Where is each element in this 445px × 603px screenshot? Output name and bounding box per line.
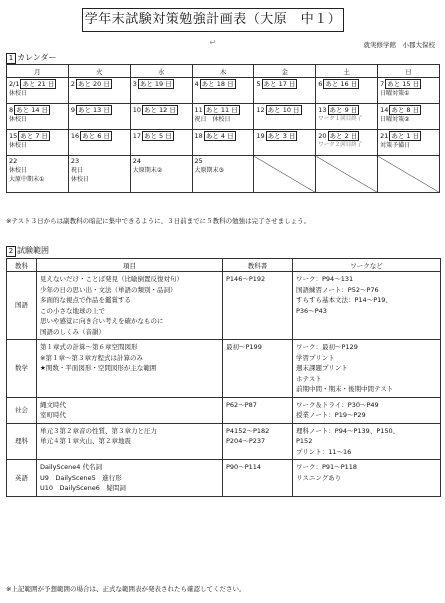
- section-label: カレンダー: [17, 53, 57, 62]
- cell-line: 多面的な視点で作品を鑑賞する: [40, 296, 131, 304]
- cell-line: リスニングあり: [296, 473, 342, 482]
- day-number: 5: [256, 80, 261, 88]
- author-label: 就実修学館 小郡大保校: [363, 41, 435, 49]
- calendar-day-cell: [254, 104, 316, 130]
- section-number: 1: [6, 53, 16, 64]
- days-left-box: あと 6 日: [82, 132, 110, 140]
- cell-line: ワーク：P91～P118: [296, 463, 358, 471]
- days-left-box: あと 1 日: [391, 132, 420, 140]
- topics-cell: [37, 272, 223, 340]
- section-range-heading: [6, 245, 49, 257]
- column-header: ワークなど: [293, 259, 441, 272]
- column-header: 項目: [37, 259, 223, 272]
- days-left-box: あと 8 日: [391, 106, 420, 114]
- days-left-box: あと 3 日: [267, 132, 296, 140]
- work-cell: [293, 272, 441, 340]
- section-calendar-heading: [6, 52, 56, 64]
- day-note: 大原中期末①: [9, 176, 45, 183]
- cell-line: U10 DailyScene6 疑問詞: [40, 484, 126, 492]
- day-number: 8: [9, 106, 14, 114]
- cell-line: P4152～P182: [226, 426, 270, 435]
- calendar-note: ※テスト３日からは副教科の暗記に集中できるように、３日前までに５教科の勉強は完了させましょう。: [6, 217, 311, 225]
- calendar-day-cell: [68, 130, 130, 156]
- cell-line: ワーク：最初～P129: [296, 343, 358, 351]
- calendar-day-cell: [378, 78, 440, 104]
- days-left-box: あと 20 日: [77, 80, 110, 88]
- day-number: 18: [194, 132, 203, 140]
- day-note: 祝日 休校日: [194, 116, 231, 123]
- calendar-day-cell: [316, 130, 378, 156]
- days-left-box: あと 12 日: [143, 106, 176, 114]
- cell-line: P146～P192: [226, 275, 266, 283]
- calendar-week: [7, 78, 440, 104]
- day-number: 21: [380, 132, 389, 140]
- day-number: 20: [318, 132, 327, 140]
- day-number: 2: [70, 80, 75, 88]
- cell-line: ★関数・平面図形・空間図形が主な範囲: [40, 364, 157, 372]
- cell-line: ホテスト: [296, 374, 322, 383]
- table-row: [7, 460, 441, 497]
- work-cell: [293, 423, 441, 460]
- days-left-box: あと 19 日: [139, 80, 172, 88]
- calendar-day-cell: [7, 130, 69, 156]
- subject-cell: 社会: [7, 397, 37, 423]
- calendar-day-cell: [192, 104, 254, 130]
- footnote: ※上記範囲が予想範囲の場合は、正式な範囲表が発表されたら確認してください。: [6, 585, 246, 593]
- day-number: 19: [256, 132, 265, 140]
- calendar-week: [7, 130, 440, 156]
- calendar-day-cell: [68, 78, 130, 104]
- calendar-day-cell: [378, 130, 440, 156]
- day-number: 2/1: [9, 80, 20, 88]
- cell-line: すらすら基本文法：P14～P19、: [296, 296, 392, 304]
- calendar-day-cell: [192, 78, 254, 104]
- days-left-box: あと 11 日: [205, 106, 238, 114]
- days-left-box: あと 21 日: [22, 80, 55, 88]
- textbook-cell: [223, 340, 293, 398]
- calendar-day-cell: [130, 78, 192, 104]
- day-note: 日曜対策①: [380, 90, 410, 97]
- weekday-header: 火: [68, 65, 130, 78]
- cell-line: 学習プリント: [296, 353, 335, 362]
- cell-line: ※第１章～第３章方程式は計算のみ: [40, 353, 143, 362]
- day-note: 休校日: [9, 142, 28, 149]
- calendar-day-cell: [7, 156, 69, 193]
- weekday-header: 金: [254, 65, 316, 78]
- day-number: 17: [132, 132, 141, 140]
- cell-line: 授業ノート：P19～P29: [296, 411, 366, 419]
- calendar-day-cell: [378, 156, 440, 193]
- section-label: 試験範囲: [17, 246, 49, 255]
- calendar-day-cell: [68, 104, 130, 130]
- day-number: 16: [70, 132, 80, 140]
- section-number: 2: [6, 246, 16, 257]
- days-left-box: あと 4 日: [205, 132, 234, 140]
- days-left-box: あと 7 日: [20, 132, 49, 140]
- work-cell: [293, 460, 441, 497]
- calendar-day-cell: [7, 78, 69, 104]
- day-number: 10: [132, 106, 141, 114]
- cell-line: P204～P237: [226, 437, 266, 445]
- weekday-header: 木: [192, 65, 254, 78]
- column-header: 教科: [7, 259, 37, 272]
- topics-cell: [37, 423, 223, 460]
- cell-line: 最初～P199: [226, 343, 262, 351]
- calendar-day-cell: [68, 156, 130, 193]
- cell-line: 前期中間・期末・後期中間テスト: [296, 385, 394, 393]
- cell-line: 第１章式の計算～第６章空間図形: [40, 343, 138, 351]
- day-number: 14: [380, 106, 389, 114]
- table-row: [7, 272, 441, 340]
- cell-line: 思いや感覚に向き合い考えを確かなものに: [40, 317, 164, 325]
- cell-line: U9 DailyScene5 進行形: [40, 473, 122, 482]
- day-note: 祝日: [70, 167, 83, 174]
- day-number: 6: [318, 80, 323, 88]
- days-left-box: あと 14 日: [16, 106, 49, 114]
- calendar-day-cell: [130, 104, 192, 130]
- cell-line: 理科ノート：P94～P139、P150、: [296, 426, 400, 435]
- textbook-cell: [223, 423, 293, 460]
- day-number: 15: [9, 132, 18, 140]
- days-left-box: あと 15 日: [387, 80, 420, 88]
- day-note: 大原期末③: [194, 167, 224, 174]
- days-left-box: あと 10 日: [267, 106, 300, 114]
- column-header: 教科書: [223, 259, 293, 272]
- day-number: 3: [132, 80, 137, 88]
- textbook-cell: [223, 397, 293, 423]
- days-left-box: あと 18 日: [201, 80, 234, 88]
- cell-line: 室町時代: [40, 411, 66, 419]
- day-note: 休校日: [9, 167, 28, 174]
- days-left-box: あと 9 日: [329, 106, 358, 114]
- topics-cell: [37, 397, 223, 423]
- day-number: 7: [380, 80, 385, 88]
- topics-cell: [37, 340, 223, 398]
- calendar-day-cell: [254, 78, 316, 104]
- days-left-box: あと 5 日: [143, 132, 172, 140]
- subject-cell: 英語: [7, 460, 37, 497]
- weekday-header: 月: [7, 65, 69, 78]
- work-cell: [293, 340, 441, 398]
- day-number: 25: [194, 157, 203, 165]
- day-note: 休校日: [9, 116, 28, 123]
- cell-line: 単元４第１章火山、第２章地震: [40, 437, 131, 445]
- calendar-day-cell: [254, 156, 316, 193]
- calendar-week: [7, 104, 440, 130]
- calendar-day-cell: [130, 130, 192, 156]
- calendar-week: [7, 156, 440, 193]
- day-number: 11: [194, 106, 203, 114]
- calendar-day-cell: [7, 104, 69, 130]
- calendar-day-cell: [254, 130, 316, 156]
- days-left-box: あと 13 日: [77, 106, 110, 114]
- day-note: ワーク２回目終了: [318, 142, 363, 148]
- calendar-day-cell: [192, 130, 254, 156]
- day-number: 22: [9, 157, 18, 165]
- cell-line: 単元３第２章音の性質、第３章力と圧力: [40, 426, 157, 435]
- subject-cell: 国語: [7, 272, 37, 340]
- cell-line: P152: [296, 437, 313, 445]
- weekday-header: 土: [316, 65, 378, 78]
- table-row: [7, 397, 441, 423]
- day-number: 13: [318, 106, 327, 114]
- days-left-box: あと 17 日: [263, 80, 296, 88]
- cell-line: プリント：11～16: [296, 447, 352, 456]
- calendar-day-cell: [130, 156, 192, 193]
- day-note: 大原期末②: [132, 167, 163, 174]
- page-title: 学年末試験対策勉強計画表（大原 中１）↵: [82, 8, 344, 32]
- cell-line: ワーク＆トライ：P30～P49: [296, 400, 379, 409]
- cell-line: P62～P87: [226, 400, 257, 409]
- day-number: 4: [194, 80, 199, 88]
- day-number: 9: [70, 106, 75, 114]
- weekday-header: 日: [378, 65, 440, 78]
- textbook-cell: [223, 272, 293, 340]
- cell-line: 週末課題プリント: [296, 364, 348, 372]
- cell-line: P90～P114: [226, 463, 262, 471]
- cell-line: DailyScene4 代名詞: [40, 463, 102, 471]
- exam-range-table: [6, 258, 441, 497]
- day-note: 休校日: [9, 90, 28, 97]
- table-row: [7, 340, 441, 398]
- work-cell: [293, 397, 441, 423]
- cell-line: 縄文時代: [40, 400, 66, 409]
- cell-line: この小さな地球の上で: [40, 306, 105, 315]
- days-left-box: あと 2 日: [329, 132, 358, 140]
- weekday-header: 水: [130, 65, 192, 78]
- day-number: 12: [256, 106, 265, 114]
- calendar-day-cell: [316, 104, 378, 130]
- calendar-table: [6, 64, 440, 193]
- cell-line: 国語練習ノート：P52～P76: [296, 285, 379, 294]
- cell-line: P36～P43: [296, 306, 327, 315]
- cell-line: 国語のしくみ（音韻）: [40, 327, 105, 336]
- cell-line: 見えないだけ・ことば発見（比喩倒置反復対句）: [40, 275, 183, 283]
- topics-cell: [37, 460, 223, 497]
- cell-line: ワーク：P94～131: [296, 275, 354, 283]
- day-number: 23: [70, 157, 80, 165]
- calendar-day-cell: [316, 156, 378, 193]
- calendar-day-cell: [316, 78, 378, 104]
- day-number: 24: [132, 157, 141, 165]
- day-note: 日曜対策②: [380, 116, 410, 123]
- cell-line: 少年の日の思い出・文法（単語の類別・品詞）: [40, 285, 177, 294]
- subject-cell: 理科: [7, 423, 37, 460]
- textbook-cell: [223, 460, 293, 497]
- day-note: ワーク１回目終了: [318, 116, 363, 122]
- calendar-day-cell: [192, 156, 254, 193]
- subject-cell: 数学: [7, 340, 37, 398]
- table-row: [7, 423, 441, 460]
- day-note: 休校日: [70, 176, 89, 183]
- day-note: 対策予備日: [380, 142, 411, 149]
- days-left-box: あと 16 日: [325, 80, 358, 88]
- calendar-day-cell: [378, 104, 440, 130]
